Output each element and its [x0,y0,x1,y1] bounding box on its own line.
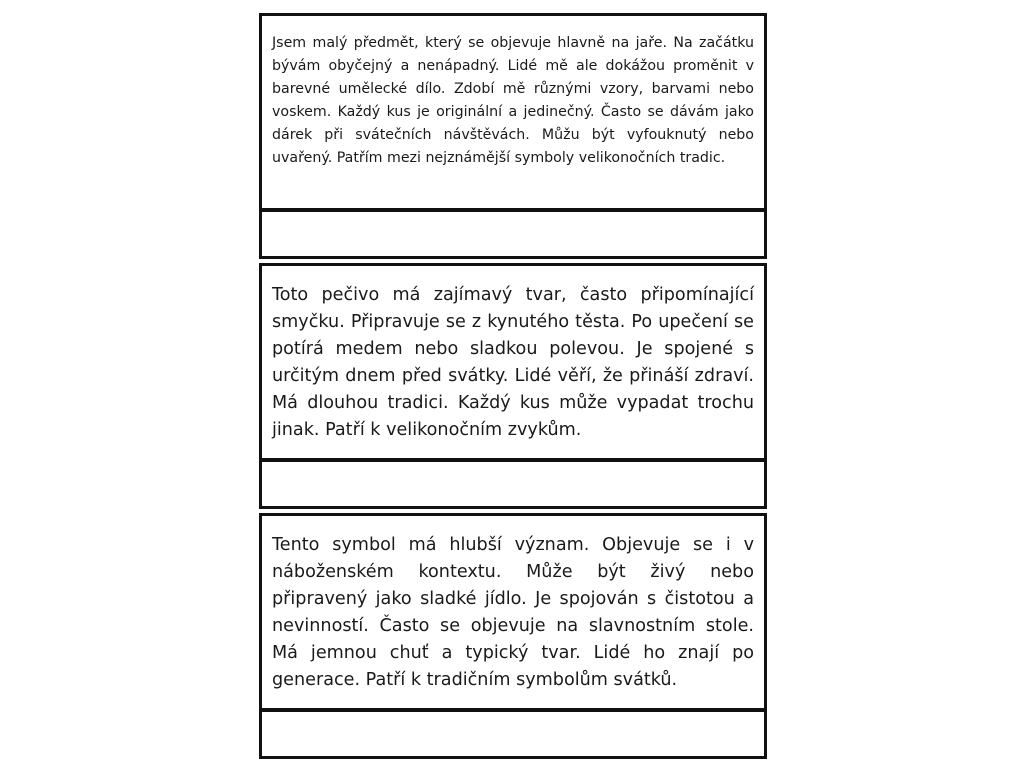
riddle-text-2: Toto pečivo má zajímavý tvar, často připomínající smyčku. Připravuje se z kynutého těsta. Po upečení se potírá medem nebo sladkou polevou. Je spojené s určitým dnem před svátky. Lidé věří, že přináší zdraví. Má dlouhou tradici. Každý kus může vypadat trochu jinak. Patří k velikonočním zvykům. [272,285,754,440]
riddle-card-1 [259,13,767,211]
answer-box-1[interactable] [259,209,767,259]
riddle-card-2 [259,263,767,461]
riddle-text-3: Tento symbol má hlubší význam. Objevuje se i v náboženském kontextu. Může být živý nebo připravený jako sladké jídlo. Je spojován s čistotou a nevinností. Často se objevuje na slavnostním stole. Má jemnou chuť a typický tvar. Lidé ho znají po generace. Patří k tradičním symbolům svátků. [272,535,754,690]
answer-box-2[interactable] [259,459,767,509]
riddle-text-1: Jsem malý předmět, který se objevuje hlavně na jaře. Na začátku bývám obyčejný a nenápadný. Lidé mě ale dokážou proměnit v barevné umělecké dílo. Zdobí mě různými vzory, barvami nebo voskem. Každý kus je originální a jedinečný. Často se dávám jako dárek při svátečních návštěvách. Můžu být vyfouknutý nebo uvařený. Patřím mezi nejznámější symboly velikonočních tradic. [272,35,754,166]
riddle-card-3 [259,513,767,711]
answer-box-3[interactable] [259,709,767,759]
